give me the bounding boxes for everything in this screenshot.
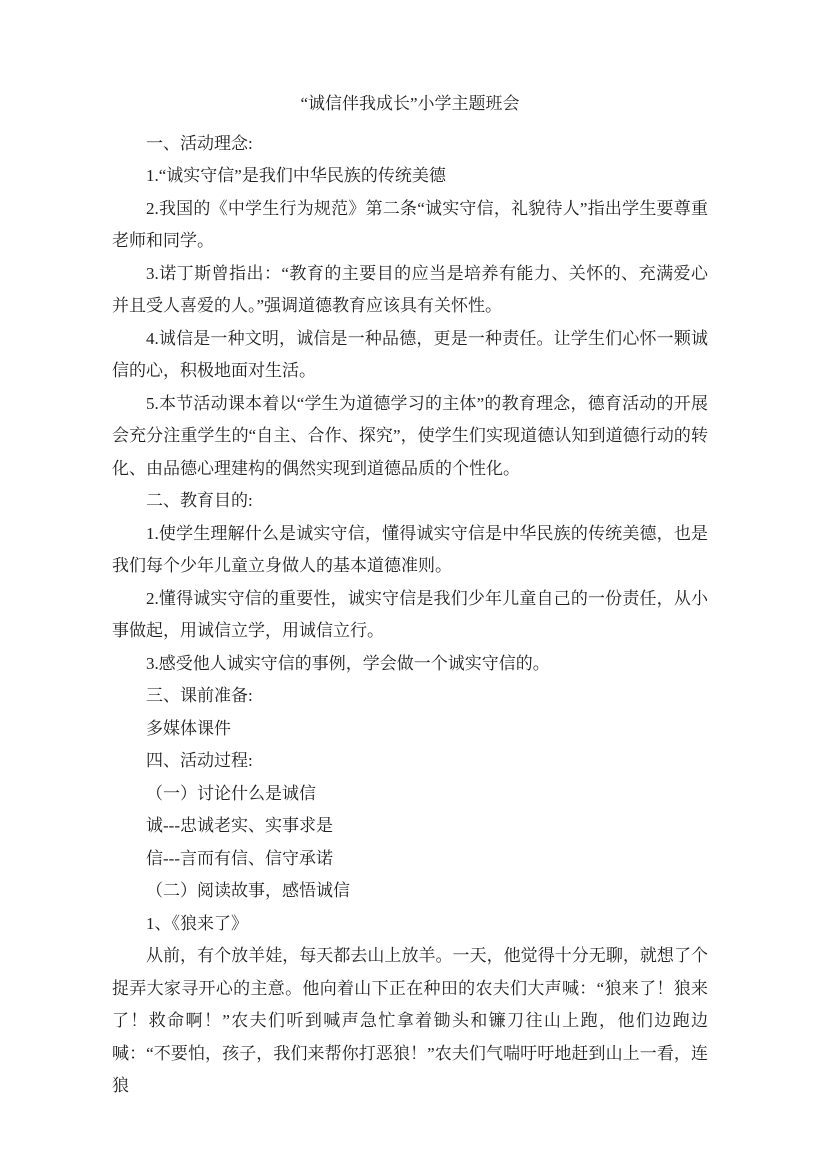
paragraph: 从前，有个放羊娃，每天都去山上放羊。一天，他觉得十分无聊，就想了个捉弄大家寻开心的主意。他向着山下正在种田的农夫们大声喊：“狼来了！狼来了！救命啊！”农夫们听到喊声急忙拿着锄头和镰刀往山上跑，他们边跑边喊：“不要怕，孩子，我们来帮你打恶狼！”农夫们气喘吁吁地赶到山上一看，连狼: [112, 946, 708, 1095]
paragraph: 3.感受他人诚实守信的事例，学会做一个诚实守信的。: [146, 653, 550, 673]
paragraph: 二、教育目的:: [146, 491, 253, 510]
paragraph: 四、活动过程:: [146, 751, 253, 770]
paragraph: 3.诺丁斯曾指出：“教育的主要目的应当是培养有能力、关怀的、充满爱心并且受人喜爱的人。”强调道德教育应该具有关怀性。: [112, 263, 708, 315]
paragraph: 2.懂得诚实守信的重要性，诚实守信是我们少年儿童自己的一份责任，从小事做起，用诚信立学，用诚信立行。: [112, 588, 708, 640]
paragraph: 5.本节活动课本着以“学生为道德学习的主体”的教育理念，德育活动的开展会充分注重学生的“自主、合作、探究”，使学生们实现道德认知到道德行动的转化、由品德心理建构的偶然实现到道德品质的个性化。: [112, 393, 708, 478]
paragraph: 一、活动理念:: [146, 133, 253, 153]
paragraph: 1.“诚实守信”是我们中华民族的传统美德: [146, 166, 446, 185]
paragraph: 诚---忠诚老实、实事求是: [146, 816, 333, 835]
paragraph: （二）阅读故事，感悟诚信: [146, 881, 350, 900]
paragraph: （一）讨论什么是诚信: [146, 783, 316, 803]
paragraph: 2.我国的《中学生行为规范》第二条“诚实守信，礼貌待人”指出学生要尊重老师和同学。: [112, 198, 708, 250]
paragraph: 4.诚信是一种文明，诚信是一种品德，更是一种责任。让学生们心怀一颗诚信的心，积极地面对生活。: [112, 328, 708, 380]
paragraph: 信---言而有信、信守承诺: [146, 848, 333, 868]
document-title: “诚信伴我成长”小学主题班会: [300, 94, 520, 113]
paragraph: 三、课前准备:: [146, 686, 253, 705]
paragraph: 1、《狼来了》: [146, 913, 248, 933]
document-body: [112, 88, 708, 1103]
paragraph: 1.使学生理解什么是诚实守信，懂得诚实守信是中华民族的传统美德，也是我们每个少年儿童立身做人的基本道德准则。: [112, 523, 708, 575]
paragraph: 多媒体课件: [146, 718, 231, 738]
